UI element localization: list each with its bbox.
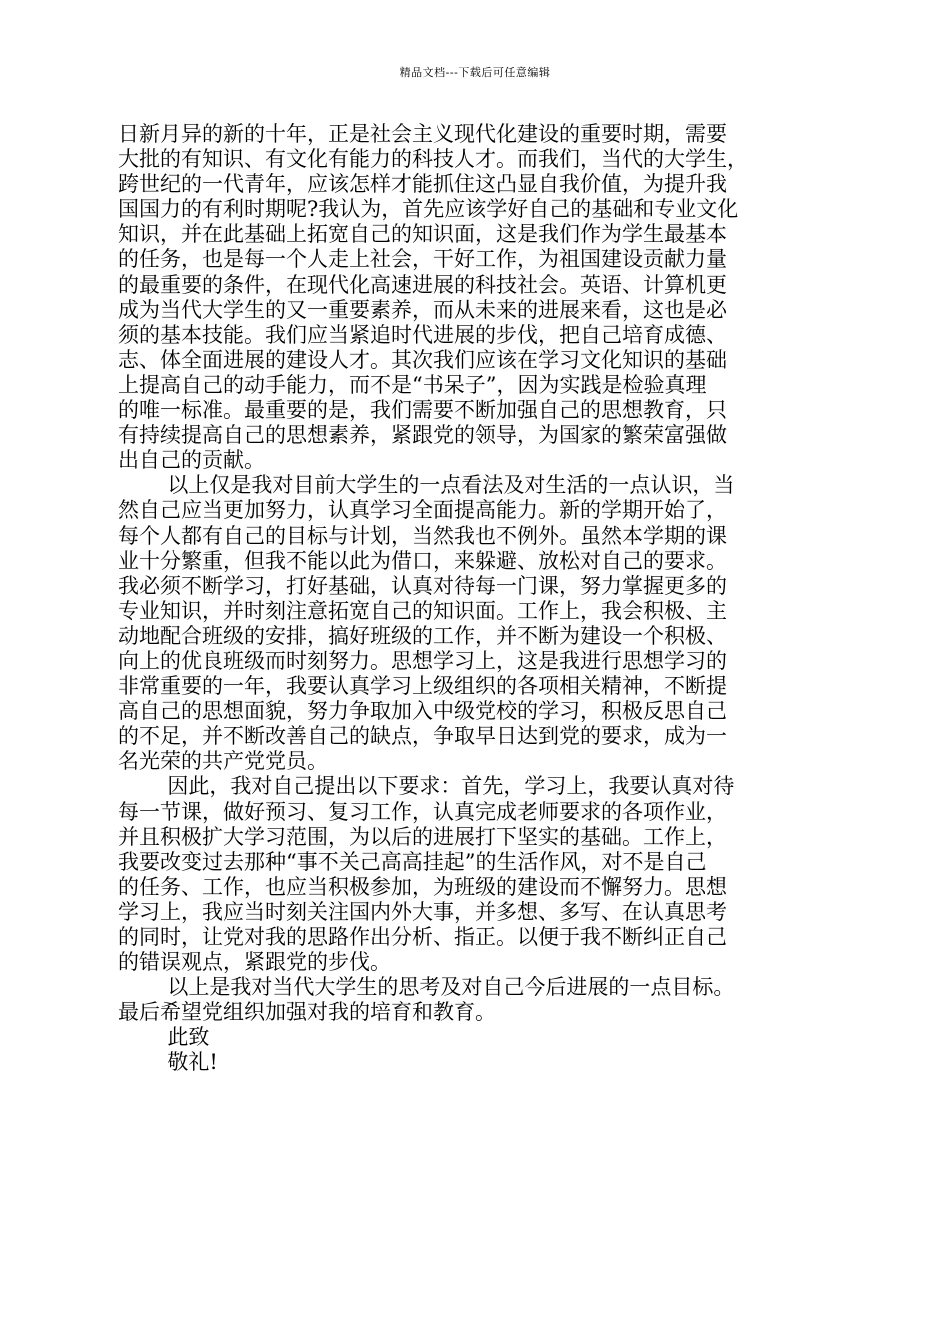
text-line: 并且积极扩大学习范围，为以后的进展打下坚实的基础。工作上， (118, 824, 727, 849)
text-line: 以上仅是我对目前大学生的一点看法及对生活的一点认识，当 (167, 473, 735, 498)
text-line: 的错误观点，紧跟党的步伐。 (118, 950, 391, 975)
text-line: 最后希望党组织加强对我的培育和教育。 (118, 1000, 496, 1025)
text-line: 上提高自己的动手能力，而不是“书呆子”，因为实践是检验真理 (118, 372, 707, 397)
text-line: 我必须不断学习，打好基础，认真对待每一门课，努力掌握更多的 (118, 573, 727, 598)
text-line: 的最重要的条件，在现代化高速进展的科技社会。英语、计算机更 (118, 272, 727, 297)
text-line: 志、体全面进展的建设人才。其次我们应该在学习文化知识的基础 (118, 347, 727, 372)
text-line: 名光荣的共产党党员。 (118, 749, 328, 774)
text-line: 每个人都有自己的目标与计划，当然我也不例外。虽然本学期的课 (118, 523, 727, 548)
text-line: 此致 (167, 1025, 210, 1050)
text-line: 向上的优良班级而时刻努力。思想学习上，这是我进行思想学习的 (118, 648, 727, 673)
text-line: 每一节课，做好预习、复习工作，认真完成老师要求的各项作业， (118, 799, 727, 824)
text-line: 大批的有知识、有文化有能力的科技人才。而我们，当代的大学生， (118, 147, 748, 172)
text-line: 出自己的贡献。 (118, 448, 265, 473)
text-line: 日新月异的新的十年，正是社会主义现代化建设的重要时期，需要 (118, 122, 727, 146)
text-line: 国国力的有利时期呢?我认为，首先应该学好自己的基础和专业文化 (118, 197, 739, 222)
text-line: 的任务，也是每一个人走上社会，干好工作，为祖国建设贡献力量 (118, 247, 727, 272)
text-line: 知识，并在此基础上拓宽自己的知识面，这是我们作为学生最基本 (118, 222, 727, 247)
text-line: 跨世纪的一代青年，应该怎样才能抓住这凸显自我价值，为提升我 (118, 172, 727, 197)
text-line: 因此，我对自己提出以下要求：首先，学习上，我要认真对待 (167, 774, 735, 799)
text-line: 业十分繁重，但我不能以此为借口，来躲避、放松对自己的要求。 (118, 548, 727, 573)
document-body (118, 122, 836, 1076)
text-line: 然自己应当更加努力，认真学习全面提高能力。新的学期开始了， (118, 498, 727, 523)
text-line: 非常重要的一年，我要认真学习上级组织的各项相关精神，不断提 (118, 674, 727, 699)
text-line: 动地配合班级的安排，搞好班级的工作，并不断为建设一个积极、 (118, 623, 727, 648)
text-line: 学习上，我应当时刻关注国内外大事，并多想、多写、在认真思考 (118, 899, 727, 924)
text-line: 的同时，让党对我的思路作出分析、指正。以便于我不断纠正自己 (118, 925, 727, 949)
text-line: 我要改变过去那种“事不关己高高挂起”的生活作风，对不是自己 (118, 849, 707, 874)
text-line: 敬礼! (167, 1050, 218, 1075)
text-line: 的任务、工作，也应当积极参加，为班级的建设而不懈努力。思想 (118, 874, 727, 899)
text-line: 高自己的思想面貌，努力争取加入中级党校的学习，积极反思自己 (118, 699, 727, 724)
text-line: 的不足，并不断改善自己的缺点，争取早日达到党的要求，成为一 (118, 724, 727, 749)
text-line: 成为当代大学生的又一重要素养，而从未来的进展来看，这也是必 (118, 297, 727, 322)
text-line: 的唯一标准。最重要的是，我们需要不断加强自己的思想教育，只 (118, 398, 727, 423)
text-line: 有持续提高自己的思想素养，紧跟党的领导，为国家的繁荣富强做 (118, 423, 727, 448)
page-header: 精品文档---下载后可任意编辑 (399, 66, 551, 79)
text-line: 专业知识，并时刻注意拓宽自己的知识面。工作上，我会积极、主 (118, 598, 727, 623)
text-line: 以上是我对当代大学生的思考及对自己今后进展的一点目标。 (167, 975, 735, 1000)
text-line: 须的基本技能。我们应当紧追时代进展的步伐，把自己培育成德、 (118, 322, 727, 347)
